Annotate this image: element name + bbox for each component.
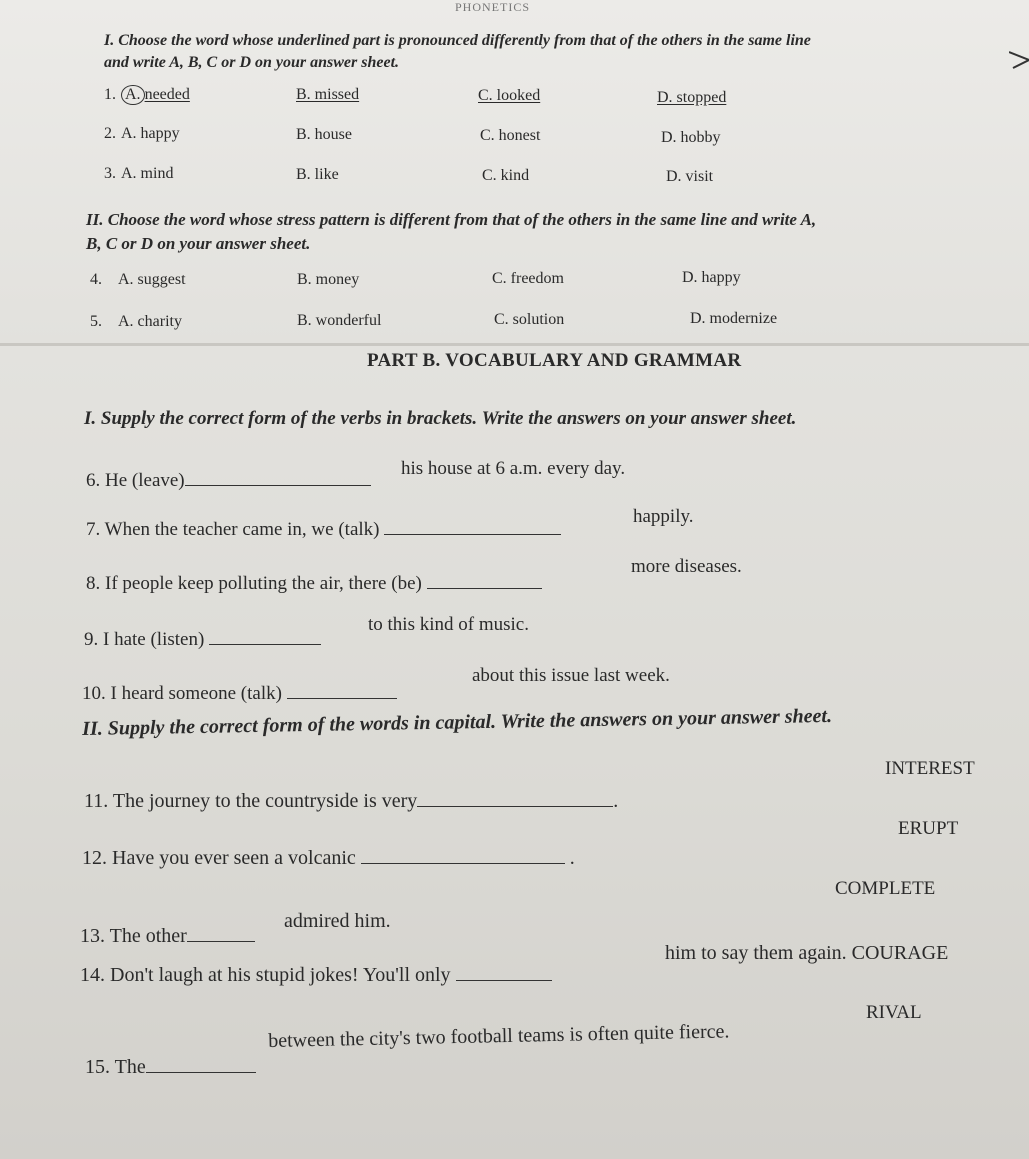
q1-number: 1. xyxy=(104,86,116,103)
pronunciation-heading-line1: I. Choose the word whose underlined part is pronounced differently from that of the others in the same line xyxy=(104,32,811,49)
verbs-heading: I. Supply the correct form of the verbs in brackets. Write the answers on your answer sheet. xyxy=(84,408,797,429)
q15-keyword: RIVAL xyxy=(866,1002,922,1023)
q7 xyxy=(86,518,561,541)
q1-option-d: D. stopped xyxy=(657,89,727,106)
q5-option-a: A. charity xyxy=(118,313,182,330)
q1-option-b: B. missed xyxy=(296,86,360,103)
q9-answer-blank[interactable] xyxy=(209,628,321,645)
corner-mark-icon xyxy=(1009,48,1029,70)
q14-continuation xyxy=(665,942,948,965)
q10-continuation: about this issue last week. xyxy=(472,665,670,686)
q8-answer-blank[interactable] xyxy=(427,572,542,589)
stress-heading-line1: II. Choose the word whose stress pattern is different from that of the others in the same line and write A, xyxy=(86,210,817,229)
words-heading: II. Supply the correct form of the words in capital. Write the answers on your answer sheet. xyxy=(82,704,833,740)
q3-option-b: B. like xyxy=(296,166,339,183)
q9-continuation: to this kind of music. xyxy=(368,614,529,635)
q11-end: . xyxy=(613,790,619,812)
q5-number: 5. xyxy=(90,313,102,330)
q12 xyxy=(82,847,575,870)
q15 xyxy=(85,1056,256,1079)
q1-option-c: C. looked xyxy=(478,87,541,104)
header-scrap: PHONETICS xyxy=(455,0,531,14)
stress-heading-line2: B, C or D on your answer sheet. xyxy=(86,234,311,253)
q2-option-c: C. honest xyxy=(480,127,541,144)
q2-option-d: D. hobby xyxy=(661,129,721,146)
q3-option-d: D. visit xyxy=(666,168,714,185)
q8 xyxy=(86,572,542,595)
q13-keyword: COMPLETE xyxy=(835,878,936,899)
q7-answer-blank[interactable] xyxy=(384,518,561,535)
q2-number: 2. xyxy=(104,125,116,142)
q4-number: 4. xyxy=(90,271,102,288)
q15-continuation: between the city's two football teams is often quite fierce. xyxy=(268,1020,730,1052)
stress-heading xyxy=(86,208,816,256)
q6-prompt: 6. He (leave) xyxy=(86,470,185,491)
q10-prompt: 10. I heard someone (talk) xyxy=(82,683,282,704)
q14-prompt: 14. Don't laugh at his stupid jokes! You'll only xyxy=(80,964,451,986)
q3-option-a: A. mind xyxy=(121,165,174,182)
q1-circled-answer: A. xyxy=(121,85,145,105)
q9-prompt: 9. I hate (listen) xyxy=(84,629,205,650)
q14-answer-blank[interactable] xyxy=(456,964,552,981)
q6-continuation: his house at 6 a.m. every day. xyxy=(401,458,626,479)
q4-option-c: C. freedom xyxy=(492,270,564,287)
q14-after: him to say them again. xyxy=(665,942,847,964)
q15-answer-blank[interactable] xyxy=(146,1056,256,1073)
q11 xyxy=(84,790,618,813)
q5-option-d: D. modernize xyxy=(690,310,778,327)
q3-number: 3. xyxy=(104,165,116,182)
q13-continuation: admired him. xyxy=(284,910,391,932)
q1-option-a-word: needed xyxy=(144,86,190,103)
q11-keyword: INTEREST xyxy=(885,758,975,779)
pronunciation-heading-line2: and write A, B, C or D on your answer sheet. xyxy=(104,54,400,71)
q13-prompt: 13. The other xyxy=(80,925,187,947)
q14 xyxy=(80,964,552,987)
q4-option-b: B. money xyxy=(297,271,360,288)
q8-continuation: more diseases. xyxy=(631,556,742,577)
q2-option-b: B. house xyxy=(296,126,352,143)
q7-continuation: happily. xyxy=(633,506,694,527)
q10-answer-blank[interactable] xyxy=(287,682,397,699)
q3-option-c: C. kind xyxy=(482,167,530,184)
q13-answer-blank[interactable] xyxy=(187,925,255,942)
q11-answer-blank[interactable] xyxy=(417,790,613,807)
q10 xyxy=(82,682,397,705)
pronunciation-heading xyxy=(104,30,811,74)
page-fold-shadow xyxy=(0,343,1029,346)
q8-prompt: 8. If people keep polluting the air, there (be) xyxy=(86,573,422,594)
q11-prompt: 11. The journey to the countryside is very xyxy=(84,790,418,812)
q2-option-a: A. happy xyxy=(121,125,180,142)
q12-end: . xyxy=(569,847,575,869)
q13 xyxy=(80,925,255,948)
q15-prompt: 15. The xyxy=(85,1056,146,1078)
q4-option-a: A. suggest xyxy=(118,271,186,288)
q5-option-c: C. solution xyxy=(494,311,565,328)
q4-option-d: D. happy xyxy=(682,269,741,286)
q14-keyword: COURAGE xyxy=(851,942,949,964)
part-b-title: PART B. VOCABULARY AND GRAMMAR xyxy=(367,350,742,371)
q9 xyxy=(84,628,321,651)
q12-keyword: ERUPT xyxy=(898,818,959,839)
q6 xyxy=(86,469,371,492)
q12-answer-blank[interactable] xyxy=(361,847,565,864)
q5-option-b: B. wonderful xyxy=(297,312,382,329)
q7-prompt: 7. When the teacher came in, we (talk) xyxy=(86,519,380,540)
q12-prompt: 12. Have you ever seen a volcanic xyxy=(82,847,356,869)
q1-option-a xyxy=(121,85,190,105)
q6-answer-blank[interactable] xyxy=(185,469,371,486)
